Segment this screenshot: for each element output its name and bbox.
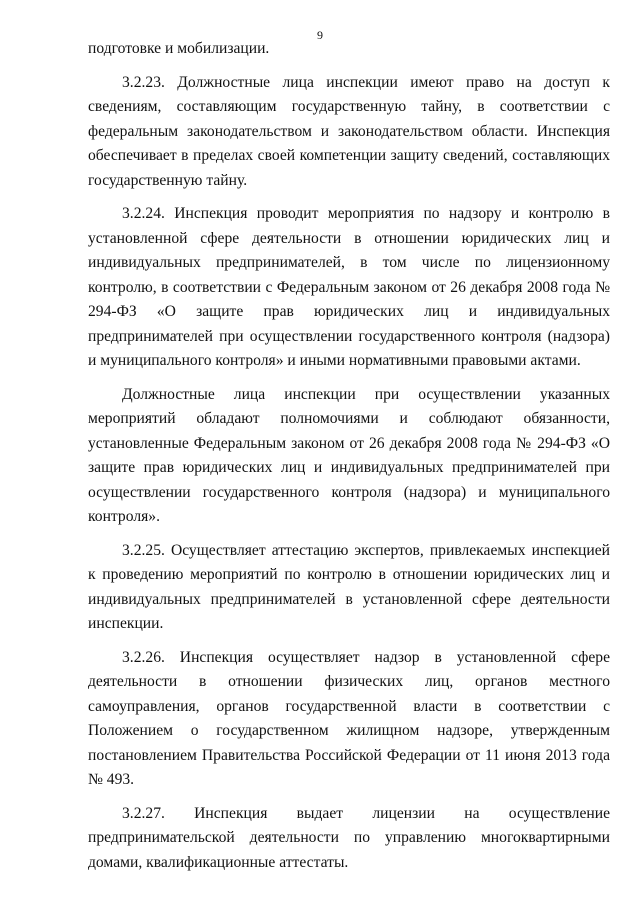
paragraph-3-2-27: 3.2.27. Инспекция выдает лицензии на осуществление предпринимательской деятельности по управлению многоквартирными домами, квалификационные аттестаты. (88, 804, 610, 871)
paragraph-officials-powers: Должностные лица инспекции при осуществлении указанных мероприятий обладают полномочиями и соблюдают обязанности, установленные Федеральным законом от 26 декабря 2008 года № 294-ФЗ «О защите прав юридических лиц и индивидуальных предпринимателей при осуществлении государственного контроля (надзора) и муниципального контроля». (88, 385, 610, 525)
page-number: 9 (317, 28, 323, 42)
document-body (88, 37, 610, 875)
paragraph-3-2-25: 3.2.25. Осуществляет аттестацию экспертов, привлекаемых инспекцией к проведению мероприятий по контролю в отношении юридических лиц и индивидуальных предпринимателей в установленной сфере деятельности инспекции. (88, 541, 610, 632)
paragraph-3-2-23: 3.2.23. Должностные лица инспекции имеют право на доступ к сведениям, составляющим государственную тайну, в соответствии с федеральным законодательством и законодательством области. Инспекция обеспечивает в пределах своей компетенции защиту сведений, составляющих государственную тайну. (88, 73, 610, 189)
paragraph-continuation: подготовке и мобилизации. (88, 40, 270, 57)
paragraph-3-2-26: 3.2.26. Инспекция осуществляет надзор в установленной сфере деятельности в отношении физических лиц, органов местного самоуправления, органов государственной власти в соответствии с Положением о государственном жилищном надзоре, утвержденным постановлением Правительства Российской Федерации от 11 июня 2013 года № 493. (88, 648, 610, 788)
paragraph-3-2-24: 3.2.24. Инспекция проводит мероприятия по надзору и контролю в установленной сфере деятельности в отношении юридических лиц и индивидуальных предпринимателей, в том числе по лицензионному контролю, в соответствии с Федеральным законом от 26 декабря 2008 года № 294-ФЗ «О защите прав юридических лиц и индивидуальных предпринимателей при осуществлении государственного контроля (надзора) и муниципального контроля» и иными нормативными правовыми актами. (88, 205, 610, 369)
